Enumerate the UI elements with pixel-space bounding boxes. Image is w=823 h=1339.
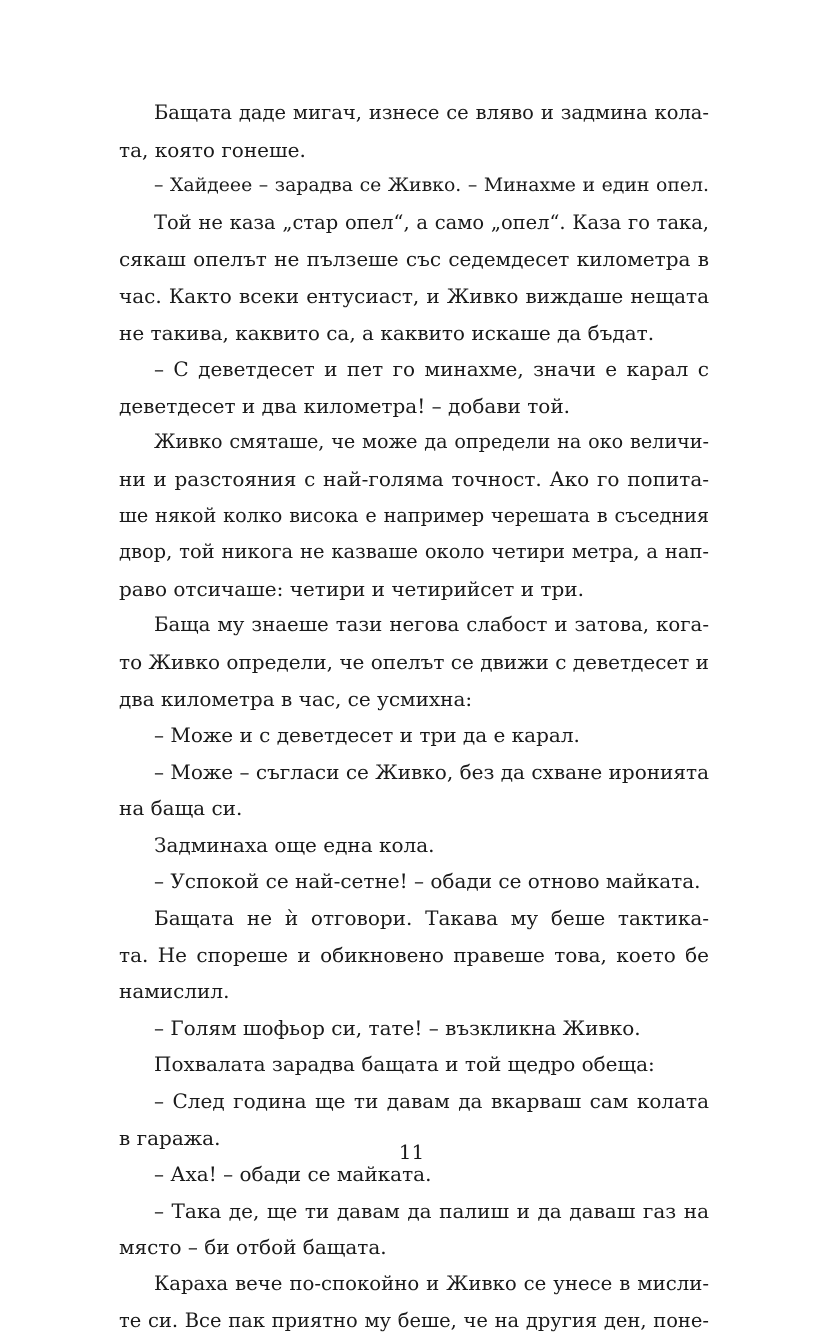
text-line: час. Както всеки ентусиаст, и Живко виждаше нещата bbox=[119, 283, 709, 308]
text-line: двор, той никога не казваше около четири метра, а нап- bbox=[119, 540, 709, 564]
text-line: то Живко определи, че опелът се движи с деветдесет и bbox=[119, 649, 709, 674]
text-line: два километра в час, се усмихна: bbox=[119, 686, 473, 711]
text-line: деветдесет и два километра! – добави той. bbox=[119, 393, 571, 418]
text-line: място – би отбой бащата. bbox=[119, 1235, 387, 1260]
text-line: – Може и с деветдесет и три да е карал. bbox=[154, 723, 580, 748]
text-line: на баща си. bbox=[119, 796, 243, 821]
text-line: в гаража. bbox=[119, 1125, 221, 1150]
text-line: та, която гонеше. bbox=[119, 137, 306, 162]
text-line: – Така де, ще ти давам да палиш и да даваш газ на bbox=[154, 1198, 709, 1223]
page-number: 11 bbox=[398, 1140, 425, 1164]
text-line: раво отсичаше: четири и четирийсет и три. bbox=[119, 576, 584, 601]
text-line: ше някой колко висока е например черешата в съседния bbox=[119, 503, 709, 527]
text-line: та. Не спореше и обикновено правеше това, което бе bbox=[119, 942, 709, 967]
text-line: Задминаха още една кола. bbox=[154, 832, 435, 857]
text-line: – Хайдеее – зарадва се Живко. – Минахме и един опел. bbox=[154, 175, 709, 197]
text-line: Караха вече по-спокойно и Живко се унесе в мисли- bbox=[154, 1272, 709, 1295]
text-line: Баща му знаеше тази негова слабост и затова, кога- bbox=[154, 613, 709, 637]
text-line: те си. Все пак приятно му беше, че на другия ден, поне- bbox=[119, 1308, 709, 1332]
text-line: – С деветдесет и пет го минахме, значи е карал с bbox=[154, 357, 709, 382]
text-line: – Аха! – обади се майката. bbox=[154, 1162, 432, 1187]
text-line: – След година ще ти давам да вкарваш сам колата bbox=[154, 1089, 709, 1114]
text-line: сякаш опелът не пълзеше със седемдесет километра в bbox=[119, 247, 709, 272]
text-line: Похвалата зарадва бащата и той щедро обеща: bbox=[154, 1052, 655, 1077]
text-line: – Голям шофьор си, тате! – възкликна Живко. bbox=[154, 1015, 641, 1040]
text-line: Той не каза „стар опел“, а само „опел“. Каза го така, bbox=[154, 210, 709, 234]
text-line: Бащата даде мигач, изнесе се вляво и задмина кола- bbox=[154, 101, 709, 124]
text-line: намислил. bbox=[119, 979, 230, 1004]
text-line: – Може – съгласи се Живко, без да схване иронията bbox=[154, 759, 709, 784]
text-line: Бащата не ѝ отговори. Такава му беше тактика- bbox=[154, 906, 709, 931]
text-line: ни и разстояния с най-голяма точност. Ако го попита- bbox=[119, 466, 709, 491]
text-line: Живко смяташе, че може да определи на око величи- bbox=[154, 430, 709, 454]
text-line: не такива, каквито са, а каквито искаше да бъдат. bbox=[119, 320, 655, 345]
text-line: – Успокой се най-сетне! – обади се отново майката. bbox=[154, 869, 701, 894]
